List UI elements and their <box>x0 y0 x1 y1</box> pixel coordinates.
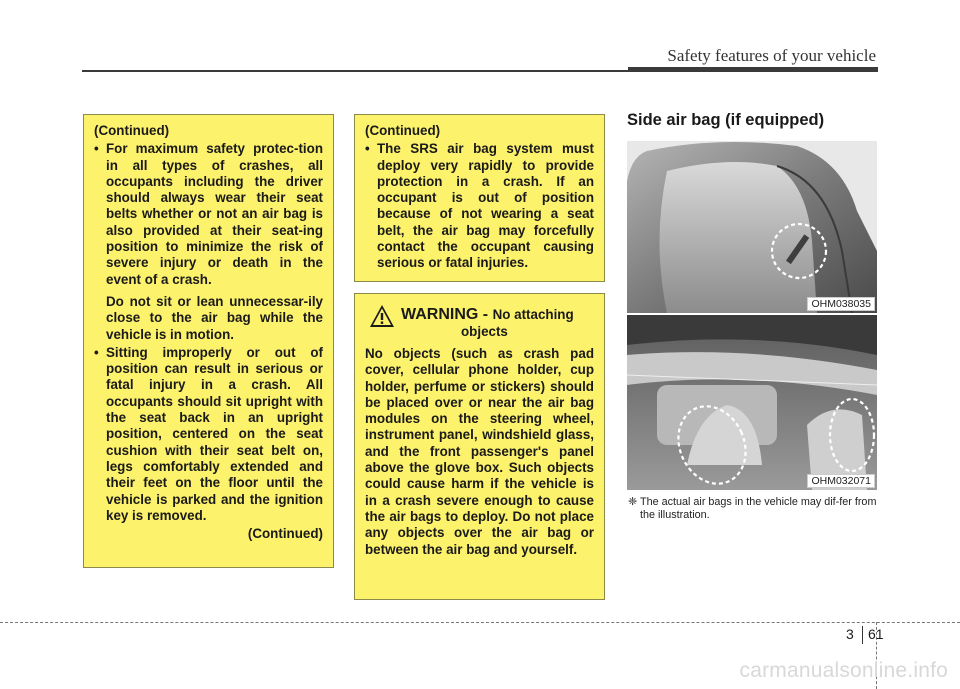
warning-subtitle-line1: No attaching <box>492 307 574 322</box>
continued-label: (Continued) <box>365 123 441 138</box>
warning-triangle-icon <box>369 304 395 328</box>
warning-subtitle-line2: objects <box>461 324 508 339</box>
footer-rule <box>0 622 960 623</box>
chapter-number: 3 <box>846 626 854 642</box>
watermark: carmanualsonline.info <box>739 659 948 682</box>
figure-code: OHM038035 <box>807 297 875 311</box>
bullet-icon: • <box>365 141 370 157</box>
bullet-icon: • <box>94 141 99 157</box>
figure-code: OHM032071 <box>807 474 875 488</box>
page-number-separator <box>862 626 863 644</box>
caution-box-continued-2 <box>354 114 605 282</box>
caution-box-continued-1 <box>83 114 334 568</box>
cabin-airbag-photo <box>627 315 877 490</box>
note-symbol-icon: ❈ <box>628 496 638 508</box>
bullet-item <box>365 141 594 271</box>
bullet-item <box>94 141 323 288</box>
header-rule-accent <box>628 67 878 72</box>
section-title: Side air bag (if equipped) <box>627 111 825 129</box>
cabin-illustration <box>627 315 877 490</box>
indented-paragraph: Do not sit or lean unnecessar-ily close to the air bag while the vehicle is in motion. <box>106 293 323 342</box>
warning-label: WARNING - <box>401 306 489 323</box>
seat-airbag-photo <box>627 141 877 313</box>
page-number: 61 <box>868 626 884 642</box>
warning-box <box>354 293 605 600</box>
figure-note <box>628 496 878 522</box>
bullet-icon: • <box>94 344 99 360</box>
bullet-text: Sitting improperly or out of position can result in serious or fatal injury in a crash. All occupants should sit upright with the seat back in an upright position, centered on the seat cushion with their seat belt on, legs comfortably extended and their feet on the floor until the vehicle is parked and the ignition key is removed. <box>106 344 323 523</box>
continued-label: (Continued) <box>94 123 170 138</box>
bullet-text: For maximum safety protec-tion in all types of crashes, all occupants including the driver should always wear their seat belts whether or not an air bag is also provided at their seat-ing position to minimize the risk of severe injury or death in the event of a crash. <box>106 141 323 287</box>
note-text: The actual air bags in the vehicle may dif-fer from the illustration. <box>640 496 877 521</box>
warning-text: No objects (such as crash pad cover, cellular phone holder, cup holder, perfume or stickers) should be placed over or near the air bag modules on the steering wheel, instrument panel, windshield glass, and the front passenger's panel above the glove box. Such objects could cause harm if the vehicle is in a crash severe enough to cause the air bags to deploy. Do not place any objects over the air bag or between the air bag and yourself. <box>365 346 594 557</box>
bullet-item <box>94 345 323 524</box>
seat-illustration <box>627 141 877 313</box>
continued-label: (Continued) <box>247 526 323 542</box>
warning-header <box>369 306 594 340</box>
bullet-text: The SRS air bag system must deploy very rapidly to provide protection in a crash. If an occupant is out of position because of not wearing a seat belt, the air bag may forcefully contact the occupant causing serious or fatal injuries. <box>377 141 594 271</box>
running-header: Safety features of your vehicle <box>667 46 876 65</box>
